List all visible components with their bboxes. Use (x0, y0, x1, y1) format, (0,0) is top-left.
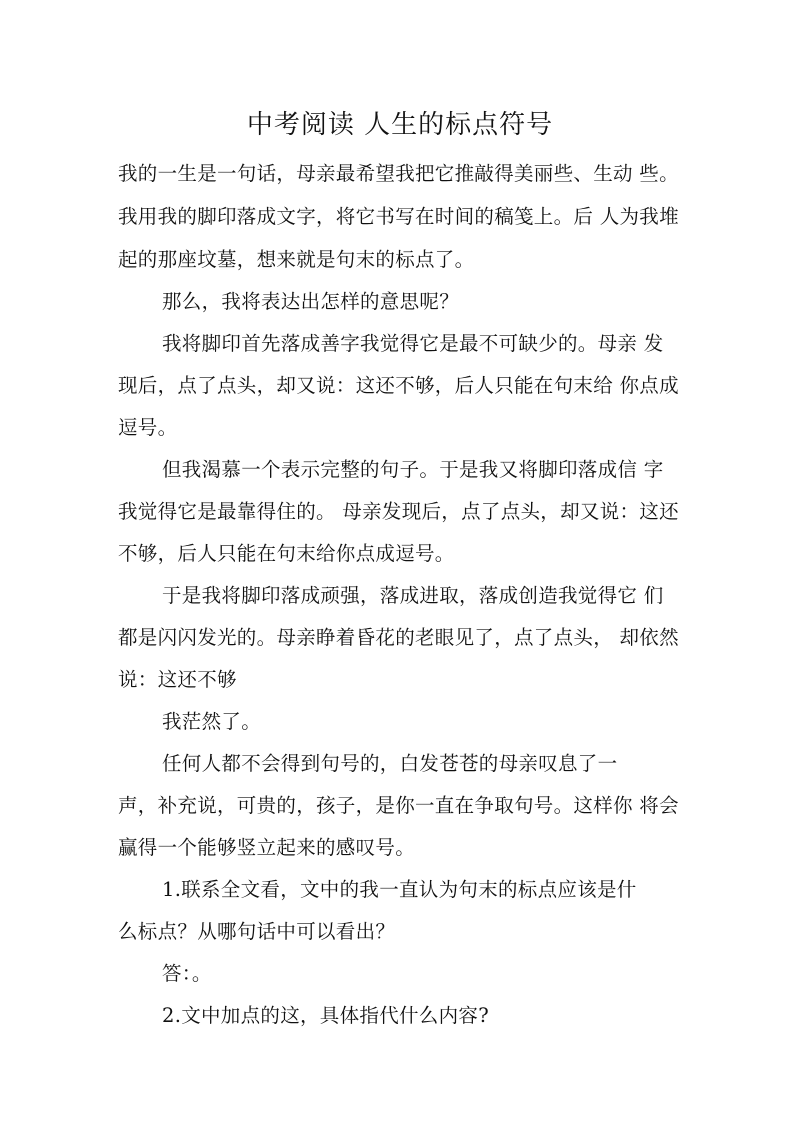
text-line: 我将脚印首先落成善字我觉得它是最不可缺少的。母亲 发 (162, 332, 664, 355)
text-line: 那么，我将表达出怎样的意思呢？ (162, 290, 460, 313)
text-line: 我用我的脚印落成文字，将它书写在时间的稿笺上。后 人为我堆 (118, 205, 679, 228)
text-line: 不够，后人只能在句末给你点成逗号。 (118, 542, 455, 565)
question-2-line: 2.文中加点的这，具体指代什么内容? (162, 1004, 489, 1027)
text-line: 任何人都不会得到句号的，白发苍苍的母亲叹息了一 (162, 752, 618, 775)
text-line: 说：这还不够 (118, 668, 237, 691)
text-line: 我觉得它是最靠得住的。 母亲发现后，点了点头，却又说：这还 (118, 500, 679, 523)
text-line: 我的一生是一句话，母亲最希望我把它推敲得美丽些、生动 些。 (118, 162, 679, 185)
text-line: 声，补充说，可贵的，孩子，是你一直在争取句号。这样你 将会 (118, 794, 679, 817)
text-line: 现后，点了点头，却又说：这还不够，后人只能在句末给 你点成 (118, 374, 679, 397)
text-line: 于是我将脚印落成顽强，落成进取，落成创造我觉得它 们 (162, 584, 664, 607)
question-1-line: 么标点？从哪句话中可以看出？ (118, 920, 396, 943)
text-line: 逗号。 (118, 416, 178, 439)
text-line: 都是闪闪发光的。母亲睁着昏花的老眼见了，点了点头， 却依然 (118, 626, 679, 649)
text-line: 但我渴慕一个表示完整的句子。于是我又将脚印落成信 字 (162, 458, 664, 481)
text-line: 赢得一个能够竖立起来的感叹号。 (118, 836, 416, 859)
document-title: 中考阅读 人生的标点符号 (246, 110, 554, 140)
text-line: 我茫然了。 (162, 710, 262, 733)
text-line: 起的那座坟墓，想来就是句末的标点了。 (118, 248, 475, 271)
question-1-line: 1.联系全文看，文中的我一直认为句末的标点应该是什 (162, 878, 637, 901)
answer-line: 答：。 (162, 962, 212, 985)
